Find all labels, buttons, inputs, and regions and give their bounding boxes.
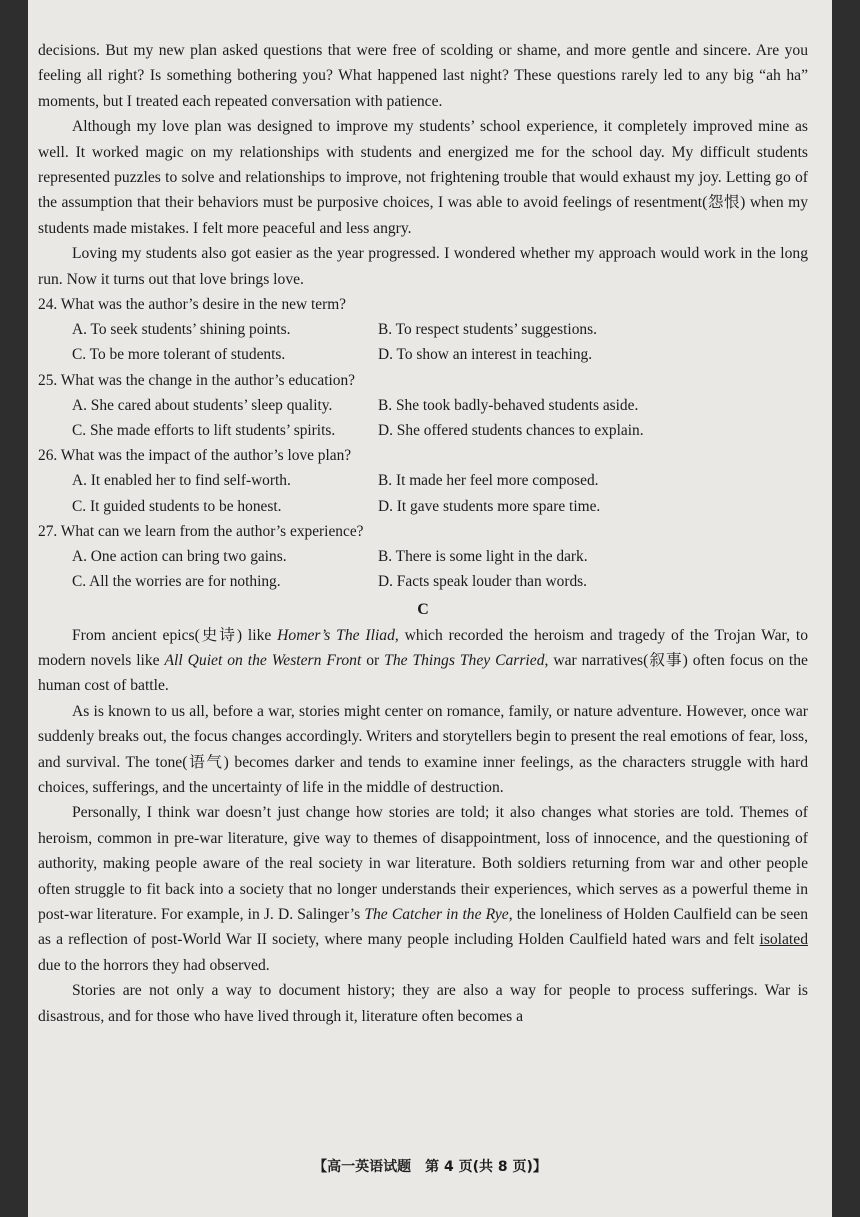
- question-stem: 27. What can we learn from the author’s experience?: [38, 522, 364, 540]
- option-a[interactable]: A. She cared about students’ sleep quality.: [72, 396, 333, 414]
- page-footer: 【高一英语试题 第 4 页(共 8 页)】: [313, 1159, 547, 1175]
- passage-c-paragraph-1: [38, 623, 808, 699]
- passage-c-paragraph-2: As is known to us all, before a war, stories might center on romance, family, or nature adventure. However, once war suddenly breaks out, the focus changes accordingly. Writers and storytellers begin to present the real emotions of fear, loss, and survival. The tone(语气) becomes darker and tends to examine inner feelings, as the characters struggle with hard choices, sufferings, and the uncertainty of life in the middle of destruction.: [38, 702, 808, 796]
- option-d[interactable]: D. She offered students chances to explain.: [378, 422, 644, 440]
- option-c[interactable]: C. All the worries are for nothing.: [72, 573, 281, 591]
- question-options: [38, 544, 808, 594]
- text-run: , the loneliness of Holden Caulfield can be seen as a reflection of post-World War II society, where many people including Holden Caulfield hated wars and felt: [38, 905, 808, 949]
- question-24: [38, 292, 808, 368]
- book-title: The Catcher in the Rye: [364, 905, 509, 923]
- option-b[interactable]: B. It made her feel more composed.: [378, 472, 599, 490]
- option-d[interactable]: D. To show an interest in teaching.: [378, 346, 593, 364]
- text-run: From ancient epics(史诗) like: [72, 626, 278, 644]
- book-title: Homer’s The Iliad: [277, 626, 395, 644]
- passage-c-paragraph-4: Stories are not only a way to document history; they are also a way for people to process sufferings. War is disastrous, and for those who have lived through it, literature often becomes a: [38, 982, 808, 1025]
- option-a[interactable]: A. One action can bring two gains.: [72, 548, 287, 566]
- passage-b-paragraph-2: Although my love plan was designed to improve my students’ school experience, it completely improved mine as well. It worked magic on my relationships with students and energized me for the school day. My difficult students represented puzzles to solve and relationships to improve, not frightening trouble that would exhaust my joy. Letting go of the assumption that their behaviors must be purposive choices, I was able to avoid feelings of resentment(怨恨) when my students made mistakes. I felt more peaceful and less angry.: [38, 118, 808, 237]
- text-run: Personally, I think war doesn’t just change how stories are told; it also changes what stories are told. Themes of heroism, common in pre-war literature, give way to themes of disappointment, loss of innocence, and the questioning of authority, making people aware of the real society in war literature. Both soldiers returning from war and other people often struggle to fit back into a society that no longer understands their experiences, which serves as a powerful theme in post-war literature. For example, in J. D. Salinger’s: [38, 804, 808, 923]
- text-run: or: [361, 651, 385, 669]
- exam-page: [28, 0, 832, 1217]
- underlined-word: isolated: [759, 931, 808, 949]
- passage-b-paragraph-1: decisions. But my new plan asked questions that were free of scolding or shame, and more gentle and sincere. Are you feeling all right? Is something bothering you? What happened last night? These questions rarely led to any big “ah ha” moments, but I treated each repeated conversation with patience.: [38, 42, 808, 110]
- option-d[interactable]: D. It gave students more spare time.: [378, 497, 601, 515]
- option-b[interactable]: B. To respect students’ suggestions.: [378, 321, 597, 339]
- option-b[interactable]: B. She took badly-behaved students aside.: [378, 396, 639, 414]
- question-stem: 24. What was the author’s desire in the new term?: [38, 296, 347, 314]
- book-title: The Things They Carried: [384, 651, 545, 669]
- question-options: [38, 393, 808, 443]
- passage-b-paragraph-3: Loving my students also got easier as the year progressed. I wondered whether my approach would work in the long run. Now it turns out that love brings love.: [38, 245, 808, 288]
- option-a[interactable]: A. To seek students’ shining points.: [72, 321, 291, 339]
- question-options: [38, 468, 808, 518]
- text-run: , war narratives(叙事) often focus on the human cost of battle.: [38, 651, 808, 695]
- option-c[interactable]: C. She made efforts to lift students’ spirits.: [72, 422, 336, 440]
- question-27: [38, 519, 808, 595]
- option-c[interactable]: C. To be more tolerant of students.: [72, 346, 286, 364]
- option-a[interactable]: A. It enabled her to find self-worth.: [72, 472, 291, 490]
- text-run: due to the horrors they had observed.: [38, 956, 270, 974]
- page-content: [38, 38, 808, 1029]
- question-26: [38, 443, 808, 519]
- question-stem: 25. What was the change in the author’s education?: [38, 371, 355, 389]
- option-c[interactable]: C. It guided students to be honest.: [72, 497, 282, 515]
- question-25: [38, 368, 808, 444]
- book-title: All Quiet on the Western Front: [164, 651, 362, 669]
- section-heading-c: C: [417, 600, 429, 618]
- question-options: [38, 317, 808, 367]
- option-d[interactable]: D. Facts speak louder than words.: [378, 573, 588, 591]
- option-b[interactable]: B. There is some light in the dark.: [378, 548, 588, 566]
- passage-c-paragraph-3: [38, 800, 808, 978]
- question-stem: 26. What was the impact of the author’s love plan?: [38, 447, 352, 465]
- text-run: , which recorded the heroism and tragedy of the Trojan War, to modern novels like: [38, 626, 808, 669]
